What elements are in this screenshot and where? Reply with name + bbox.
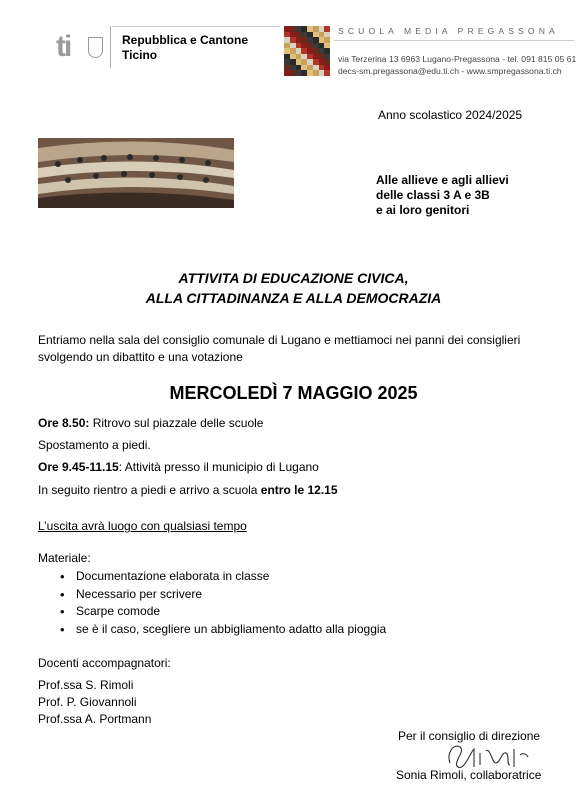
list-item: • Documentazione elaborata in classe xyxy=(60,568,386,586)
school-address: via Terzerina 13 6963 Lugano-Pregassona - tel. 091 815 05 61 xyxy=(338,54,577,64)
schedule-line-3: Ore 9.45-11.15: Attività presso il municipio di Lugano xyxy=(38,460,319,474)
signer-name: Sonia Rimoli, collaboratrice xyxy=(396,768,542,782)
school-name: SCUOLA MEDIA PREGASSONA xyxy=(338,26,559,36)
weather-note: L’uscita avrà luogo con qualsiasi tempo xyxy=(38,519,247,533)
teacher-name: Prof.ssa A. Portmann xyxy=(38,712,152,726)
document-title-line1: ATTIVITA DI EDUCAZIONE CIVICA, xyxy=(178,270,409,286)
materials-list xyxy=(60,568,386,638)
schedule-line-2: Spostamento a piedi. xyxy=(38,438,151,452)
school-contacts: decs-sm.pregassona@edu.ti.ch - www.smpregassona.ti.ch xyxy=(338,66,562,76)
mosaic-tile xyxy=(324,70,330,76)
header-rule xyxy=(112,26,280,27)
header-divider xyxy=(110,26,111,68)
intro-paragraph: Entriamo nella sala del consiglio comunale di Lugano e mettiamoci nei panni dei consiglieri svolgendo un dibattito e una votazione xyxy=(38,333,521,364)
list-item: • Necessario per scrivere xyxy=(60,586,386,604)
schedule-line-4: In seguito rientro a piedi e arrivo a scuola entro le 12.15 xyxy=(38,483,338,497)
canton-shield-icon xyxy=(88,37,103,58)
list-item: • Scarpe comode xyxy=(60,603,386,621)
council-chamber-photo xyxy=(38,138,234,208)
school-logo-mosaic xyxy=(284,26,330,76)
materials-label: Materiale: xyxy=(38,551,91,565)
council-chamber-illustration xyxy=(38,138,234,208)
school-header-rule xyxy=(334,40,574,41)
list-item: • se è il caso, scegliere un abbigliamento adatto alla pioggia xyxy=(60,621,386,639)
school-year: Anno scolastico 2024/2025 xyxy=(378,108,523,122)
recipients: Alle allieve e agli allievi delle classi 3 A e 3B e ai loro genitori xyxy=(376,173,509,217)
teacher-name: Prof.ssa S. Rimoli xyxy=(38,678,134,692)
document-title-line2: ALLA CITTADINANZA E ALLA DEMOCRAZIA xyxy=(145,290,442,306)
signature-role: Per il consiglio di direzione xyxy=(398,729,541,743)
teachers-label: Docenti accompagnatori: xyxy=(38,656,171,670)
schedule-line-1: Ore 8.50: Ritrovo sul piazzale delle scuole xyxy=(38,416,264,430)
canton-logo: ti xyxy=(56,30,71,63)
canton-name: Repubblica e Cantone Ticino xyxy=(122,33,249,62)
event-date: MERCOLEDÌ 7 MAGGIO 2025 xyxy=(169,383,418,403)
teacher-name: Prof. P. Giovannoli xyxy=(38,695,137,709)
